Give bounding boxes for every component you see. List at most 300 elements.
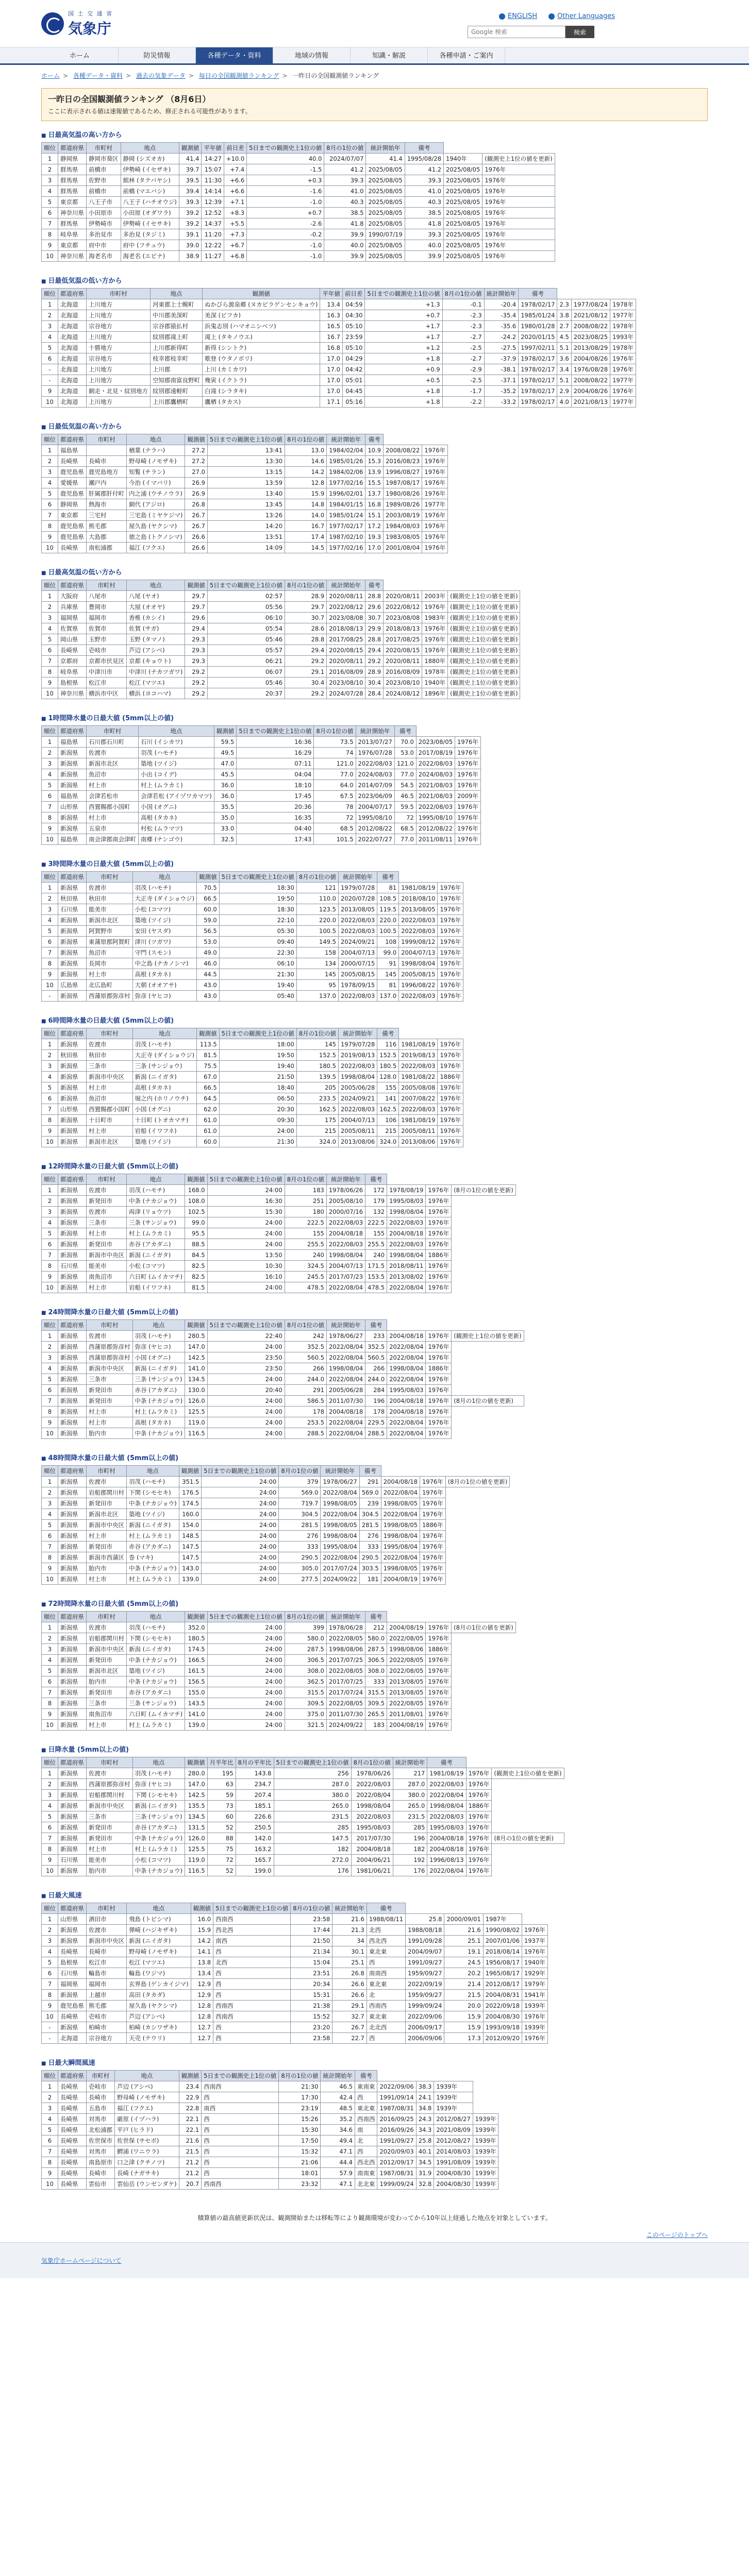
- table-cell: 1880年: [422, 656, 448, 667]
- page-title: 一昨日の全国観測値ランキング （8月6日）: [48, 94, 211, 104]
- table-cell: 魚沼市: [87, 1093, 133, 1104]
- column-header: 都道府県: [58, 289, 87, 299]
- section-title: ■ 72時間降水量の日最大値 (5mm以上の値): [41, 1598, 708, 1608]
- table-cell: 24:00: [207, 1217, 285, 1228]
- ranking-section: [41, 2057, 708, 2190]
- table-cell: (観測史上1位の値を更新): [448, 688, 520, 699]
- table-cell: 1939年: [473, 2114, 498, 2125]
- table-cell: 2: [42, 602, 58, 613]
- table-cell: 新発田市: [87, 1498, 127, 1509]
- table-cell: 柏崎 (カシワザキ): [127, 2022, 191, 2033]
- table-row: [42, 602, 520, 613]
- table-cell: 152.5: [377, 1050, 399, 1061]
- table-cell: 1997/02/11: [519, 343, 557, 353]
- table-cell: 南島原市: [87, 2157, 115, 2168]
- table-cell: 下関 (シモセキ): [127, 1633, 185, 1644]
- table-cell: 2025/08/05: [444, 197, 482, 208]
- table-cell: 231.5: [393, 1811, 427, 1822]
- table-cell: 西: [213, 1979, 291, 1990]
- table-cell: 3.6: [557, 353, 571, 364]
- table-cell: 2018/08/10: [399, 893, 438, 904]
- column-header: 市町村: [87, 1903, 127, 1914]
- table-cell: 34.5: [416, 2157, 434, 2168]
- table-cell: 能美市: [87, 904, 133, 915]
- table-cell: 288.5: [285, 1428, 326, 1439]
- table-cell: 2022/09/19: [406, 1979, 444, 1990]
- table-cell: 2004/08/18: [351, 1844, 393, 1855]
- table-cell: 29.2: [285, 656, 327, 667]
- table-cell: 新潟県: [58, 1574, 87, 1585]
- table-cell: 2004/08/18: [387, 1228, 426, 1239]
- table-cell: 2016/08/23: [384, 456, 422, 467]
- table-cell: (観測史上1位の値を更新): [448, 634, 520, 645]
- table-cell: 166.5: [185, 1655, 208, 1666]
- table-cell: 六日町 (ムイカマチ): [127, 1709, 185, 1720]
- table-cell: 113.5: [197, 1039, 220, 1050]
- search-input[interactable]: [468, 26, 565, 38]
- table-cell: 上川地方: [87, 375, 151, 386]
- table-cell: 13:30: [207, 456, 285, 467]
- table-cell: 23:59: [342, 332, 365, 343]
- table-row: [42, 667, 520, 677]
- table-row: [42, 1498, 510, 1509]
- table-cell: 2022/08/04: [387, 1428, 426, 1439]
- table-cell: 15:52: [291, 2011, 332, 2022]
- table-cell: 16.7: [320, 332, 343, 343]
- table-cell: 40.0: [405, 240, 443, 251]
- ranking-table: [41, 142, 555, 262]
- column-header: 市町村: [87, 434, 127, 445]
- column-header: 統計開始年: [326, 1174, 365, 1185]
- table-cell: 新発田市: [87, 1196, 127, 1207]
- table-cell: 村上市: [87, 812, 139, 823]
- table-cell: 福島県: [58, 834, 87, 845]
- table-cell: 205: [296, 1082, 338, 1093]
- column-header: 8月の1位の値: [296, 872, 338, 883]
- table-cell: 野母崎 (ノモザキ): [127, 456, 185, 467]
- table-cell: 309.5: [285, 1698, 326, 1709]
- table-cell: 1976年: [426, 1261, 452, 1272]
- table-cell: 1976年: [426, 1239, 452, 1250]
- table-cell: 240: [365, 1250, 387, 1261]
- column-header: 5日までの観測史上1位の値: [274, 1757, 351, 1768]
- table-cell: 下関 (シモセキ): [132, 1790, 185, 1801]
- table-cell: 23:20: [291, 2022, 332, 2033]
- nav-knowledge[interactable]: 知識・解説: [351, 47, 428, 63]
- table-cell: 10: [42, 397, 58, 408]
- table-cell: 2022/08/04: [381, 1552, 420, 1563]
- table-cell: 2013/08/05: [338, 904, 377, 915]
- table-cell: 41.2: [324, 164, 366, 175]
- table-cell: 輪島 (ワジマ): [127, 1968, 191, 1979]
- table-cell: 西南西: [367, 2001, 405, 2011]
- table-cell: 4: [42, 769, 58, 780]
- table-cell: 村上市: [87, 1574, 127, 1585]
- table-cell: 78: [314, 802, 356, 812]
- table-cell: 145: [296, 1039, 338, 1050]
- table-cell: 1978/02/17: [519, 353, 557, 364]
- table-cell: 17.0: [365, 543, 384, 553]
- column-header: 市町村: [87, 143, 121, 154]
- table-cell: 2023/06/09: [356, 791, 394, 802]
- table-cell: 羽茂 (ハモチ): [127, 1185, 185, 1196]
- table-row: [42, 737, 481, 748]
- table-cell: 8: [42, 1552, 58, 1563]
- table-cell: 村上市: [87, 1282, 127, 1293]
- table-cell: 182: [393, 1844, 427, 1855]
- table-cell: 125.5: [185, 1844, 208, 1855]
- table-cell: 41.4: [366, 154, 405, 164]
- ranking-section: [41, 1307, 708, 1439]
- table-cell: 35.0: [214, 812, 237, 823]
- column-header: 順位: [42, 1320, 58, 1331]
- table-cell: 1991/08/09: [434, 2157, 473, 2168]
- table-cell: 234.7: [236, 1779, 274, 1790]
- table-cell: 上川郡鷹栖町: [151, 397, 203, 408]
- table-cell: -2.7: [442, 353, 484, 364]
- table-cell: 長崎県: [58, 456, 87, 467]
- table-cell: 1: [42, 2081, 58, 2092]
- table-cell: 132: [365, 1207, 387, 1217]
- table-cell: 5: [42, 1811, 58, 1822]
- table-cell: 群馬県: [58, 218, 87, 229]
- table-cell: 三条 (サンジョウ): [132, 1374, 185, 1385]
- table-cell: 18:30: [219, 883, 296, 893]
- table-cell: 18:30: [219, 904, 296, 915]
- table-cell: 119.5: [377, 904, 399, 915]
- table-cell: 5: [42, 1957, 58, 1968]
- table-cell: 両津 (リョウツ): [127, 1207, 185, 1217]
- column-header: 8月の1位の値: [285, 434, 327, 445]
- table-cell: 熊毛郡: [87, 521, 127, 532]
- table-cell: 23.4: [179, 2081, 202, 2092]
- table-row: [42, 823, 481, 834]
- table-cell: 24:00: [207, 1687, 285, 1698]
- column-header: 備考: [365, 1612, 387, 1622]
- table-cell: 24:00: [207, 1228, 285, 1239]
- table-cell: 27.0: [185, 467, 208, 478]
- table-cell: 6: [42, 1531, 58, 1541]
- table-cell: 南南西: [367, 1968, 405, 1979]
- table-cell: 24:00: [202, 1498, 279, 1509]
- table-cell: 324.0: [296, 1137, 338, 1147]
- table-cell: 560.5: [285, 1352, 326, 1363]
- table-cell: 1976年: [522, 2011, 548, 2022]
- table-cell: 新潟市中央区: [87, 1520, 127, 1531]
- table-cell: 2004/07/17: [356, 802, 394, 812]
- table-cell: 小国 (オグニ): [139, 802, 214, 812]
- table-cell: 284: [365, 1385, 387, 1396]
- table-cell: 1976年: [426, 1217, 452, 1228]
- table-cell: 1: [42, 1331, 58, 1342]
- other-languages-link[interactable]: Other Languages: [548, 12, 615, 20]
- table-cell: 176.5: [179, 1487, 202, 1498]
- column-header: 都道府県: [58, 1466, 87, 1477]
- table-cell: 西蒲原郡弥彦村: [87, 1352, 133, 1363]
- pagetop-link[interactable]: このページのトップへ: [646, 2231, 708, 2239]
- column-header: 8月の1位の値: [324, 143, 366, 154]
- table-cell: 2025/08/05: [444, 229, 482, 240]
- table-cell: 9: [42, 2168, 58, 2179]
- breadcrumb-data[interactable]: 各種データ・資料: [73, 72, 123, 79]
- table-cell: 183: [365, 1720, 387, 1731]
- column-header: 地点: [127, 1466, 179, 1477]
- table-cell: 2008/08/22: [571, 375, 610, 386]
- table-cell: 2021/08/03: [416, 780, 455, 791]
- table-cell: 中条 (ナカジョウ): [127, 1655, 185, 1666]
- table-cell: 34.6: [321, 2125, 355, 2136]
- table-cell: 12:39: [202, 197, 224, 208]
- table-cell: 南松浦郡: [87, 543, 127, 553]
- table-row: [42, 812, 481, 823]
- nav-disaster-info[interactable]: 防災情報: [119, 47, 196, 63]
- table-cell: 新潟市中央区: [87, 1801, 133, 1811]
- table-cell: 05:16: [342, 397, 365, 408]
- table-cell: 阿賀野市: [87, 926, 133, 937]
- table-cell: 2022/08/03: [351, 1811, 393, 1822]
- table-cell: 2012/08/17: [483, 1979, 522, 1990]
- table-cell: 1995/08/04: [381, 1541, 420, 1552]
- table-cell: 胎内市: [87, 1563, 127, 1574]
- table-cell: 95.5: [185, 1228, 208, 1239]
- table-cell: 13:59: [207, 478, 285, 488]
- table-cell: 1988/08/18: [406, 1925, 444, 1936]
- table-cell: 岩船郡関川村: [87, 1790, 133, 1801]
- table-cell: 41.0: [405, 186, 443, 197]
- table-cell: 9: [42, 532, 58, 543]
- table-cell: 9: [42, 969, 58, 980]
- table-cell: 新発田市: [87, 1822, 133, 1833]
- table-cell: 歌登 (ウタノボリ): [203, 353, 320, 364]
- table-cell: 2016/09/25: [377, 2114, 416, 2125]
- table-cell: 40.0: [247, 154, 324, 164]
- footer-about-link[interactable]: 気象庁ホームページについて: [41, 2257, 122, 2264]
- table-cell: 291: [285, 1385, 326, 1396]
- table-cell: 2: [42, 2092, 58, 2103]
- table-cell: 15.9: [444, 2011, 483, 2022]
- table-row: [42, 343, 636, 353]
- table-cell: 102.5: [185, 1207, 208, 1217]
- table-cell: 2: [42, 1050, 58, 1061]
- section-title: ■ 日最高気温の高い方から: [41, 129, 708, 139]
- table-cell: 46.5: [394, 791, 416, 802]
- table-cell: 1939年: [522, 2022, 548, 2033]
- column-header: 5日までの観測史上1位の値: [207, 580, 285, 591]
- table-cell: 59.5: [214, 737, 237, 748]
- nav-applications[interactable]: 各種申請・ご案内: [428, 47, 505, 63]
- table-cell: 福島県: [58, 791, 87, 802]
- table-cell: 新潟県: [58, 937, 87, 947]
- table-cell: 1976年: [438, 915, 463, 926]
- table-cell: 309.5: [365, 1698, 387, 1709]
- table-cell: 2003/08/19: [384, 510, 422, 521]
- table-cell: 上川郡: [151, 364, 203, 375]
- table-cell: 23:58: [291, 2033, 332, 2044]
- english-link[interactable]: ENGLISH: [499, 12, 537, 20]
- table-cell: 1990/07/19: [366, 229, 405, 240]
- table-cell: 44.5: [197, 969, 220, 980]
- table-cell: 10: [42, 1574, 58, 1585]
- column-header: 8月の1位の値: [279, 2071, 321, 2081]
- table-cell: 06:10: [219, 958, 296, 969]
- table-cell: 2022/08/03: [338, 991, 377, 1002]
- table-cell: 324.0: [377, 1137, 399, 1147]
- table-cell: 2021/08/09: [434, 2125, 473, 2136]
- table-row: [42, 532, 448, 543]
- table-cell: 5: [42, 1228, 58, 1239]
- table-cell: 116.5: [185, 1428, 208, 1439]
- table-cell: 222.5: [285, 1217, 326, 1228]
- ranking-section: [41, 421, 708, 553]
- table-cell: 30.4: [365, 677, 384, 688]
- table-cell: 24:00: [202, 1520, 279, 1531]
- table-cell: 新潟県: [58, 769, 87, 780]
- table-cell: 秋田県: [58, 893, 87, 904]
- table-cell: 53.0: [394, 748, 416, 758]
- search-button[interactable]: 検索: [565, 26, 594, 38]
- breadcrumb-home[interactable]: ホーム: [41, 72, 60, 79]
- table-cell: 52: [207, 1822, 236, 1833]
- table-cell: 2013/08/05: [399, 904, 438, 915]
- table-cell: 1993/09/18: [483, 2022, 522, 2033]
- table-cell: 1941年: [522, 1990, 548, 2001]
- table-cell: 99.0: [377, 947, 399, 958]
- table-cell: 北広島町: [87, 980, 133, 991]
- breadcrumb-past-data[interactable]: 過去の気象データ: [136, 72, 186, 79]
- table-cell: 23:58: [291, 1914, 332, 1925]
- table-cell: 西南西: [202, 2179, 279, 2190]
- table-cell: 2023/08/08: [327, 613, 365, 623]
- table-cell: 24:00: [207, 1655, 285, 1666]
- table-cell: 三条 (サンジョウ): [127, 1217, 185, 1228]
- table-cell: 山形県: [58, 1914, 87, 1925]
- table-cell: (観測史上1位の値を更新): [448, 667, 520, 677]
- table-cell: 45.5: [214, 769, 237, 780]
- nav-data[interactable]: 各種データ・資料: [196, 47, 273, 63]
- table-cell: 1998/08/06: [387, 1644, 426, 1655]
- table-cell: 28.6: [285, 623, 327, 634]
- table-cell: 39.9: [405, 251, 443, 262]
- table-cell: 西南西: [213, 1914, 291, 1925]
- table-row: [42, 1093, 463, 1104]
- table-cell: 赤谷 (アカダニ): [132, 1385, 185, 1396]
- table-cell: 7: [42, 1687, 58, 1698]
- table-cell: 2022/08/03: [427, 1779, 466, 1790]
- table-cell: 新発田市: [87, 1396, 133, 1406]
- table-cell: 199.0: [236, 1866, 274, 1876]
- table-cell: 28.8: [285, 634, 327, 645]
- column-header: 市町村: [87, 2071, 115, 2081]
- table-cell: 266: [285, 1363, 326, 1374]
- table-cell: 2020/08/11: [327, 656, 365, 667]
- table-cell: 魚沼市: [87, 947, 133, 958]
- table-cell: 36.0: [214, 780, 237, 791]
- table-cell: 4: [42, 1946, 58, 1957]
- table-cell: 287.0: [393, 1779, 427, 1790]
- table-cell: 229.5: [365, 1417, 387, 1428]
- ranking-table: [41, 1174, 516, 1293]
- table-cell: 新潟県: [58, 1498, 87, 1509]
- table-row: [42, 591, 520, 602]
- table-cell: 高根 (タカネ): [132, 1082, 197, 1093]
- table-cell: 380.0: [274, 1790, 351, 1801]
- table-cell: 43.0: [197, 980, 220, 991]
- table-cell: 06:21: [207, 656, 285, 667]
- table-row: [42, 969, 463, 980]
- table-cell: 1886年: [426, 1644, 452, 1655]
- column-header: 地点: [127, 434, 185, 445]
- table-cell: 新潟県: [58, 915, 87, 926]
- table-cell: 2013/08/06: [399, 1137, 438, 1147]
- breadcrumb-ranking[interactable]: 毎日の全国観測値ランキング: [198, 72, 279, 79]
- table-cell: 新潟市中央区: [87, 1936, 127, 1946]
- table-cell: 8: [42, 667, 58, 677]
- table-cell: 15:32: [279, 2146, 321, 2157]
- table-cell: 39.0: [179, 240, 202, 251]
- table-cell: 2020/08/11: [327, 591, 365, 602]
- table-cell: 5: [42, 197, 58, 208]
- jma-logo[interactable]: [41, 9, 113, 38]
- table-cell: 17.0: [320, 386, 343, 397]
- table-cell: +1.3: [365, 299, 442, 310]
- table-cell: 2022/08/03: [399, 915, 438, 926]
- table-cell: 16.8: [365, 499, 384, 510]
- table-cell: 2006/09/06: [406, 2033, 444, 2044]
- table-cell: 149.5: [296, 937, 338, 947]
- table-cell: 1998/08/05: [321, 1520, 359, 1531]
- table-row: [42, 2157, 498, 2168]
- table-cell: 14.8: [285, 499, 327, 510]
- ranking-section: [41, 1161, 708, 1293]
- table-cell: 14.6: [285, 456, 327, 467]
- table-row: [42, 1655, 516, 1666]
- table-cell: 南西: [213, 1936, 291, 1946]
- table-cell: 1977/08/24: [571, 299, 610, 310]
- table-cell: 1978/06/26: [351, 1768, 393, 1779]
- table-cell: -2.9: [442, 364, 484, 375]
- table-cell: -1.6: [247, 186, 324, 197]
- table-row: [42, 310, 636, 321]
- table-cell: 14:27: [202, 154, 224, 164]
- table-cell: 24:00: [207, 1676, 285, 1687]
- column-header: 地点: [127, 1612, 185, 1622]
- table-cell: 16:36: [237, 737, 314, 748]
- section-title: ■ 日最大瞬間風速: [41, 2057, 708, 2067]
- table-cell: 1995/08/10: [416, 812, 455, 823]
- table-cell: 1984/01/15: [327, 499, 365, 510]
- table-cell: 南南東: [355, 2168, 377, 2179]
- table-cell: 5: [42, 2125, 58, 2136]
- table-cell: 北海道: [58, 364, 87, 375]
- table-cell: 西南西: [213, 2011, 291, 2022]
- table-cell: 16.3: [320, 310, 343, 321]
- table-cell: 1977年: [422, 499, 448, 510]
- column-header: 都道府県: [58, 1320, 87, 1331]
- table-cell: 39.2: [179, 218, 202, 229]
- table-cell: 13:26: [207, 510, 285, 521]
- table-cell: 長崎 (ナガサキ): [115, 2168, 179, 2179]
- nav-home[interactable]: ホーム: [41, 47, 119, 63]
- table-cell: 06:07: [207, 667, 285, 677]
- table-cell: 2022/08/05: [326, 1666, 365, 1676]
- table-cell: 2024/08/03: [416, 769, 455, 780]
- table-cell: 小松 (コマツ): [132, 1855, 185, 1866]
- table-cell: 群馬県: [58, 164, 87, 175]
- nav-regional[interactable]: 地域の情報: [273, 47, 351, 63]
- table-cell: 佐渡市: [87, 1185, 127, 1196]
- table-cell: 178: [365, 1406, 387, 1417]
- table-cell: 新潟県: [58, 1866, 87, 1876]
